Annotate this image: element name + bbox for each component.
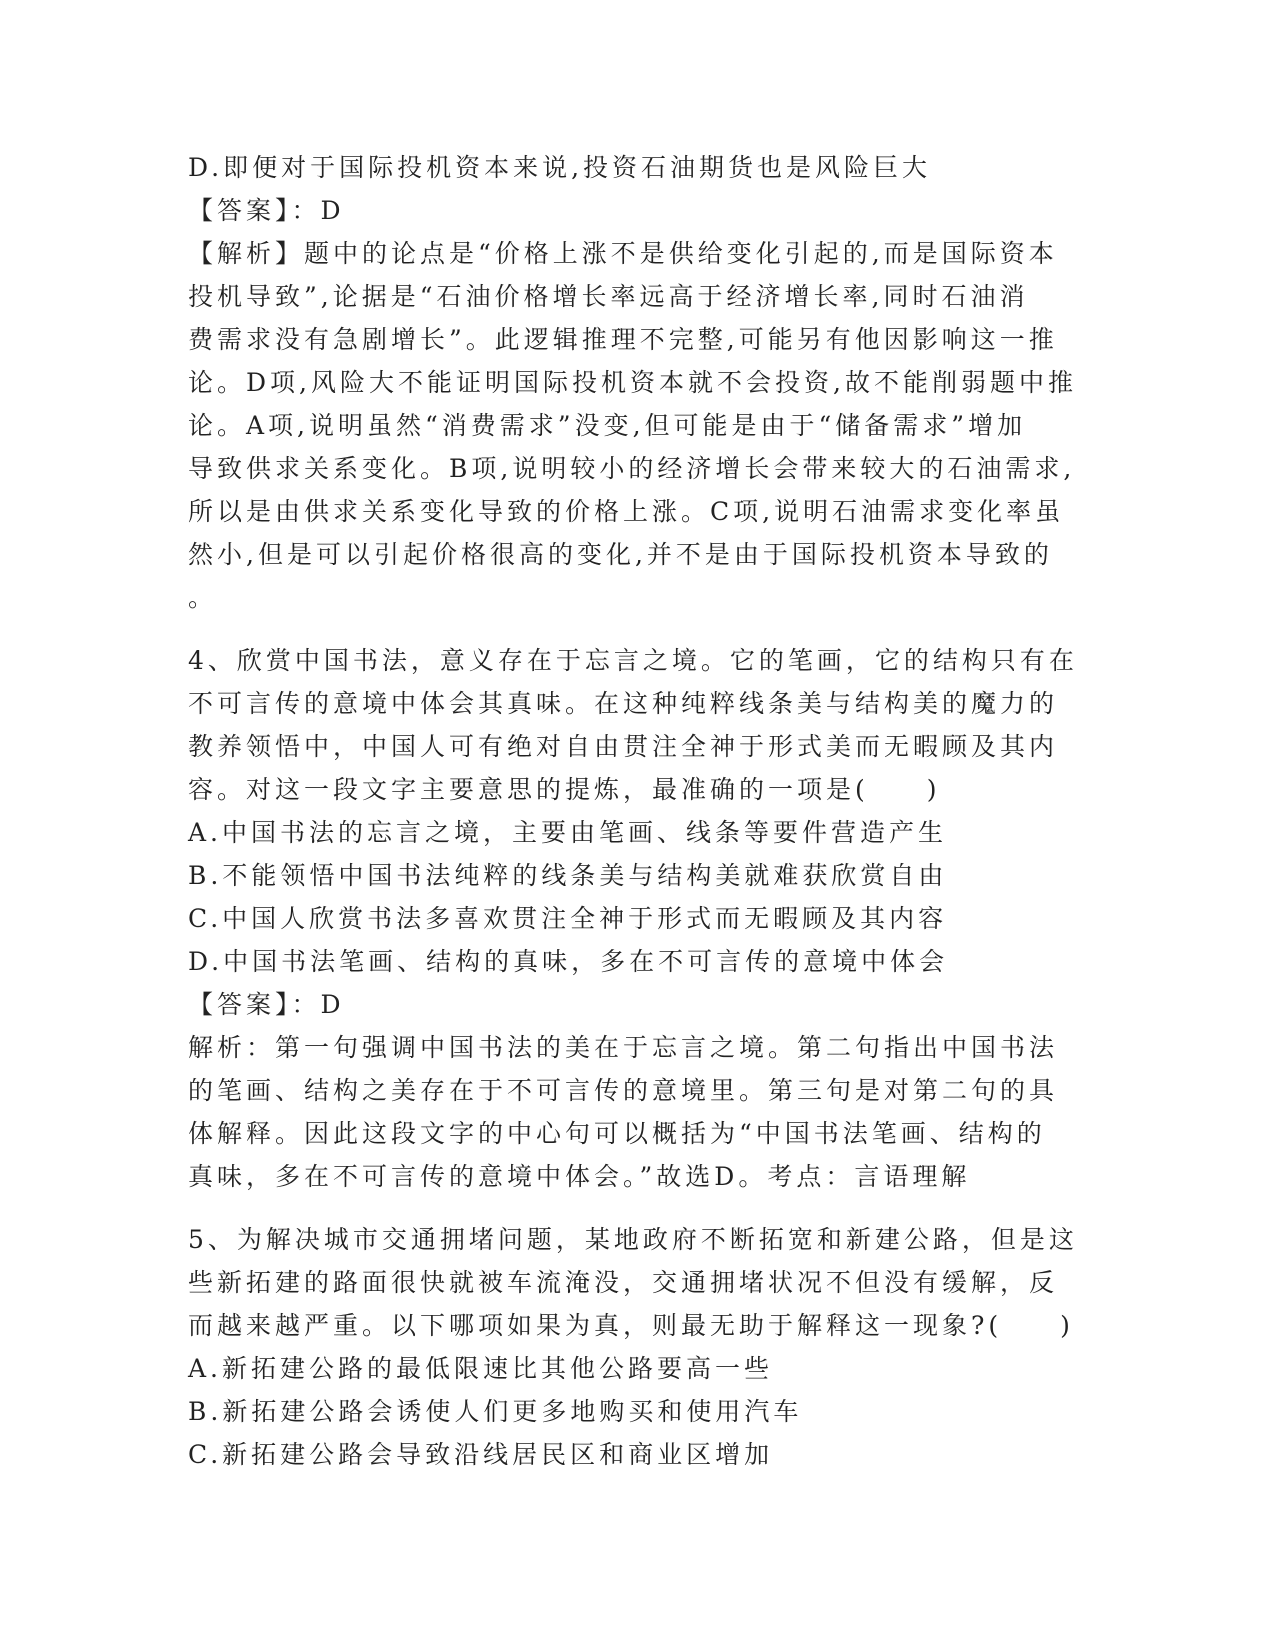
question-5 <box>188 1218 1088 1476</box>
analysis-line: 导致供求关系变化。B项,说明较小的经济增长会带来较大的石油需求, <box>188 454 1076 483</box>
q4-answer: 【答案】：D <box>188 990 345 1019</box>
stem-line: 不可言传的意境中体会其真味。在这种纯粹线条美与结构美的魔力的 <box>188 689 1059 718</box>
stem-line: 4、欣赏中国书法，意义存在于忘言之境。它的笔画，它的结构只有在 <box>188 646 1078 675</box>
q4-option-d: D.中国书法笔画、结构的真味，多在不可言传的意境中体会 <box>188 947 949 976</box>
q4-option-a: A.中国书法的忘言之境，主要由笔画、线条等要件营造产生 <box>188 818 948 847</box>
q3-answer: 【答案】：D <box>188 196 345 225</box>
q4-analysis <box>188 1026 1088 1198</box>
q5-stem <box>188 1218 1088 1347</box>
analysis-line: 的笔画、结构之美存在于不可言传的意境里。第三句是对第二句的具 <box>188 1076 1059 1105</box>
stem-line: 容。对这一段文字主要意思的提炼，最准确的一项是( ) <box>188 775 941 804</box>
stem-line: 些新拓建的路面很快就被车流淹没，交通拥堵状况不但没有缓解，反 <box>188 1268 1059 1297</box>
analysis-line: 费需求没有急剧增长”。此逻辑推理不完整,可能另有他因影响这一推 <box>188 325 1058 354</box>
q5-option-b: B.新拓建公路会诱使人们更多地购买和使用汽车 <box>188 1397 803 1426</box>
q3-option-d: D.即便对于国际投机资本来说,投资石油期货也是风险巨大 <box>188 153 932 182</box>
stem-line: 5、为解决城市交通拥堵问题，某地政府不断拓宽和新建公路，但是这 <box>188 1225 1078 1254</box>
analysis-line: 【解析】题中的论点是“价格上涨不是供给变化引起的,而是国际资本 <box>188 239 1058 268</box>
question-3-tail <box>188 146 1088 619</box>
analysis-line: 解析：第一句强调中国书法的美在于忘言之境。第二句指出中国书法 <box>188 1033 1059 1062</box>
stem-line: 教养领悟中，中国人可有绝对自由贯注全神于形式美而无暇顾及其内 <box>188 732 1059 761</box>
analysis-line: 体解释。因此这段文字的中心句可以概括为“中国书法笔画、结构的 <box>188 1119 1046 1148</box>
q4-option-c: C.中国人欣赏书法多喜欢贯注全神于形式而无暇顾及其内容 <box>188 904 948 933</box>
q5-option-c: C.新拓建公路会导致沿线居民区和商业区增加 <box>188 1440 774 1469</box>
analysis-line: 。 <box>188 583 218 612</box>
q4-option-b: B.不能领悟中国书法纯粹的线条美与结构美就难获欣赏自由 <box>188 861 948 890</box>
question-4 <box>188 639 1088 1198</box>
q3-analysis <box>188 232 1088 619</box>
analysis-line: 真味，多在不可言传的意境中体会。”故选D。考点：言语理解 <box>188 1162 971 1191</box>
spacer <box>188 1198 1088 1218</box>
analysis-line: 然小,但是可以引起价格很高的变化,并不是由于国际投机资本导致的 <box>188 540 1053 569</box>
q5-option-a: A.新拓建公路的最低限速比其他公路要高一些 <box>188 1354 774 1383</box>
analysis-line: 论。D项,风险大不能证明国际投机资本就不会投资,故不能削弱题中推 <box>188 368 1077 397</box>
analysis-line: 投机导致”,论据是“石油价格增长率远高于经济增长率,同时石油消 <box>188 282 1029 311</box>
analysis-line: 所以是由供求关系变化导致的价格上涨。C项,说明石油需求变化率虽 <box>188 497 1065 526</box>
spacer <box>188 619 1088 639</box>
stem-line: 而越来越严重。以下哪项如果为真，则最无助于解释这一现象?( ) <box>188 1311 1074 1340</box>
q4-stem <box>188 639 1088 811</box>
document-page <box>188 146 1088 1476</box>
analysis-line: 论。A项,说明虽然“消费需求”没变,但可能是由于“储备需求”增加 <box>188 411 1027 440</box>
